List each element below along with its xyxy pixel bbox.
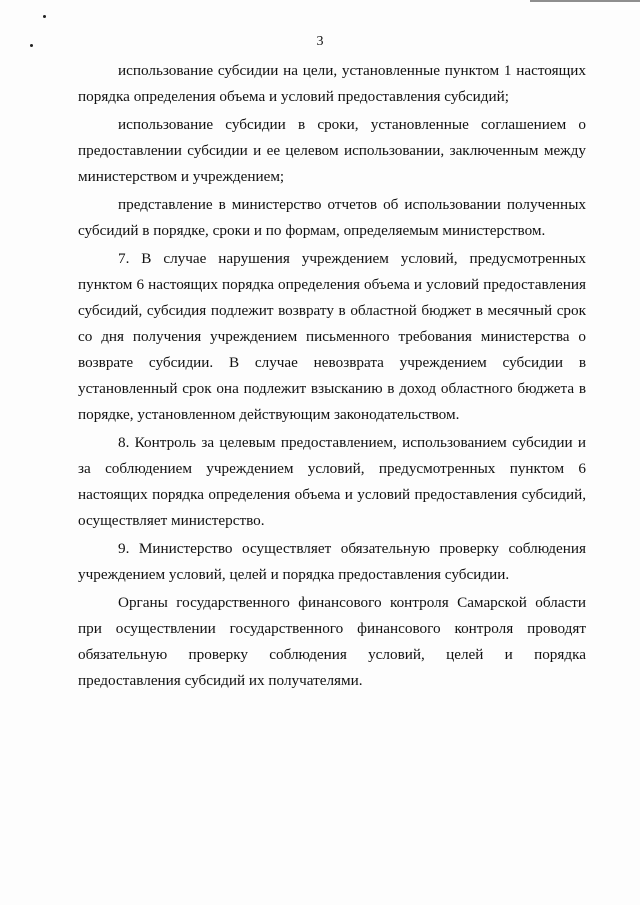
page-number: 3 xyxy=(316,34,324,49)
paragraph-usage-purposes: использование субсидии на цели, установленные пунктом 1 настоящих порядка определения объема и условий предоставления субсидий; xyxy=(78,62,586,105)
paragraph-financial-control: Органы государственного финансового контроля Самарской области при осуществлении государственного финансового контроля проводят обязательную проверку соблюдения условий, целей и порядка предоставления субсидий их получателями. xyxy=(78,594,586,689)
document-body xyxy=(78,58,586,696)
paragraph-clause-9: 9. Министерство осуществляет обязательную проверку соблюдения учреждением условий, целей и порядка предоставления субсидии. xyxy=(78,540,586,583)
paragraph-clause-7: 7. В случае нарушения учреждением условий, предусмотренных пунктом 6 настоящих порядка определения объема и условий предоставления субсидий, субсидия подлежит возврату в областной бюджет в месячный срок со дня получения учреждением письменного требования министерства о возврате субсидии. В случае невозврата учреждением субсидии в установленный срок она подлежит взысканию в доход областного бюджета в порядке, установленном действующим законодательством. xyxy=(78,250,586,423)
paragraph-clause-8: 8. Контроль за целевым предоставлением, использованием субсидии и за соблюдением учреждением условий, предусмотренных пунктом 6 настоящих порядка определения объема и условий предоставления субсидий, осуществляет министерство. xyxy=(78,434,586,529)
scan-edge-line xyxy=(530,0,640,2)
paragraph-reporting: представление в министерство отчетов об использовании полученных субсидий в порядке, сроки и по формам, определяемым министерством. xyxy=(78,196,586,239)
paragraph-usage-terms: использование субсидии в сроки, установленные соглашением о предоставлении субсидии и ее целевом использовании, заключенным между министерством и учреждением; xyxy=(78,116,586,185)
scan-speck xyxy=(43,15,46,18)
